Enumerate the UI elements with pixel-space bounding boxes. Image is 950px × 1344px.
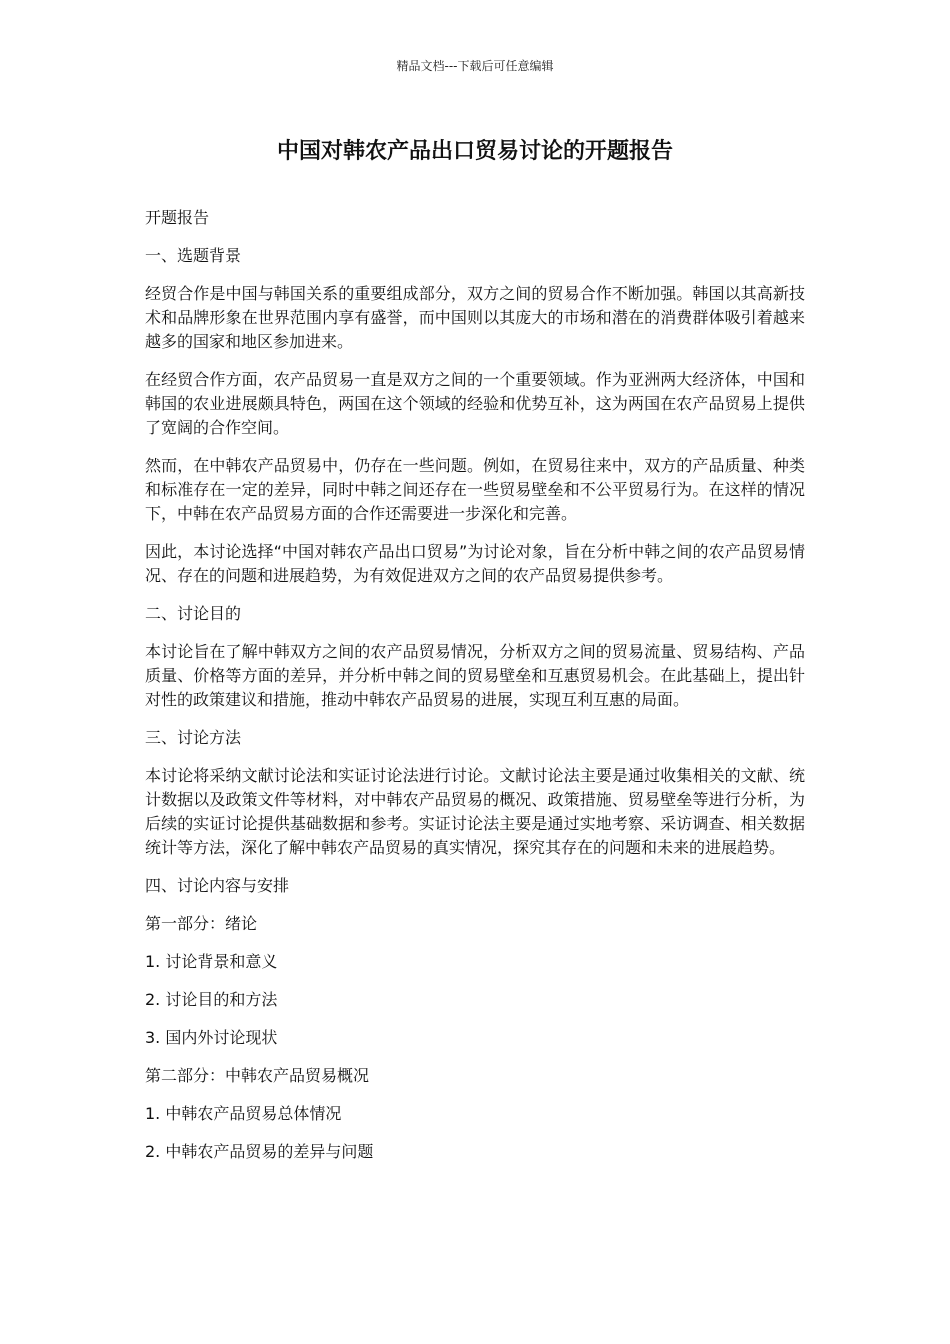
part-heading: 第一部分：绪论: [145, 914, 258, 933]
section-label-report: 开题报告: [145, 208, 210, 227]
document-title: 中国对韩农产品出口贸易讨论的开题报告: [276, 139, 673, 164]
body-paragraph: 在经贸合作方面，农产品贸易一直是双方之间的一个重要领域。作为亚洲两大经济体，中国和韩国的农业进展颇具特色，两国在这个领域的经验和优势互补，这为两国在农产品贸易上提供了宽阔的合作空间。: [145, 370, 805, 437]
heading-topic-background: 一、选题背景: [145, 246, 242, 265]
heading-content-arrangement: 四、讨论内容与安排: [145, 876, 290, 895]
list-item: 2. 讨论目的和方法: [145, 990, 278, 1009]
body-paragraph: 本讨论将采纳文献讨论法和实证讨论法进行讨论。文献讨论法主要是通过收集相关的文献、统计数据以及政策文件等材料，对中韩农产品贸易的概况、政策措施、贸易壁垒等进行分析，为后续的实证讨论提供基础数据和参考。实证讨论法主要是通过实地考察、采访调查、相关数据统计等方法，深化了解中韩农产品贸易的真实情况，探究其存在的问题和未来的进展趋势。: [145, 766, 805, 857]
body-paragraph: 本讨论旨在了解中韩双方之间的农产品贸易情况，分析双方之间的贸易流量、贸易结构、产品质量、价格等方面的差异，并分析中韩之间的贸易壁垒和互惠贸易机会。在此基础上，提出针对性的政策建议和措施，推动中韩农产品贸易的进展，实现互利互惠的局面。: [145, 642, 805, 709]
list-item: 1. 讨论背景和意义: [145, 952, 278, 971]
heading-research-method: 三、讨论方法: [145, 728, 242, 747]
list-item: 3. 国内外讨论现状: [145, 1028, 278, 1047]
heading-research-purpose: 二、讨论目的: [145, 604, 242, 623]
body-paragraph: 经贸合作是中国与韩国关系的重要组成部分，双方之间的贸易合作不断加强。韩国以其高新技术和品牌形象在世界范围内享有盛誉，而中国则以其庞大的市场和潜在的消费群体吸引着越来越多的国家和地区参加进来。: [145, 284, 805, 351]
body-paragraph: 然而，在中韩农产品贸易中，仍存在一些问题。例如，在贸易往来中，双方的产品质量、种类和标准存在一定的差异，同时中韩之间还存在一些贸易壁垒和不公平贸易行为。在这样的情况下，中韩在农产品贸易方面的合作还需要进一步深化和完善。: [145, 456, 805, 523]
body-paragraph: 因此，本讨论选择“中国对韩农产品出口贸易”为讨论对象，旨在分析中韩之间的农产品贸易情况、存在的问题和进展趋势，为有效促进双方之间的农产品贸易提供参考。: [145, 542, 805, 585]
document-body: [145, 206, 805, 1178]
page-header: 精品文档---下载后可任意编辑: [396, 59, 554, 73]
part-heading: 第二部分：中韩农产品贸易概况: [145, 1066, 370, 1085]
list-item: 1. 中韩农产品贸易总体情况: [145, 1104, 342, 1123]
list-item: 2. 中韩农产品贸易的差异与问题: [145, 1142, 374, 1161]
